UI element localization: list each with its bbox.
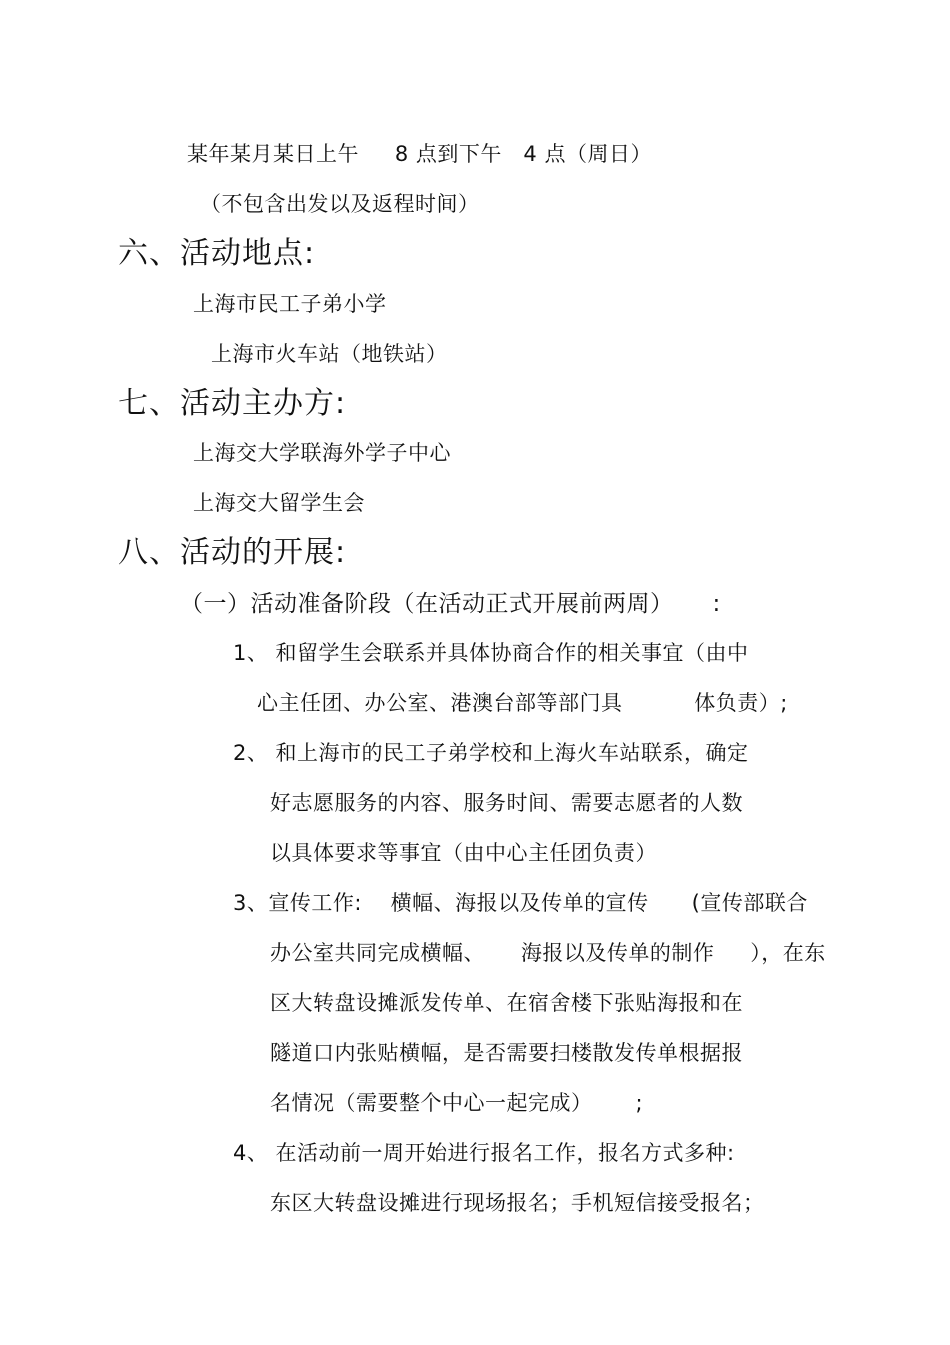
section-6-heading: 六、活动地点: [118,236,316,271]
item-2-line-3: 以具体要求等事宜（由中心主任团负责） [270,841,657,865]
section-7-heading: 七、活动主办方: [118,386,347,421]
time-line-2: （不包含出发以及返程时间） [200,192,480,216]
item-1-line-2: 心主任团、办公室、港澳台部等部门具 体负责）; [257,691,788,715]
item-2-line-1: 2、 和上海市的民工子弟学校和上海火车站联系，确定 [233,741,749,765]
location-item-2: 上海市火车站（地铁站） [211,342,448,366]
item-3-line-2: 办公室共同完成横幅、 海报以及传单的制作 ），在东 [270,941,826,965]
item-2-line-2: 好志愿服务的内容、服务时间、需要志愿者的人数 [270,791,743,815]
location-item-1: 上海市民工子弟小学 [193,292,387,316]
section-8-heading: 八、活动的开展: [118,535,347,570]
item-3-line-5: 名情况（需要整个中心一起完成） ; [270,1091,644,1115]
item-4-line-1: 4、 在活动前一周开始进行报名工作，报名方式多种: [233,1141,735,1165]
item-1-line-1: 1、 和留学生会联系并具体协商合作的相关事宜（由中 [233,641,749,665]
organizer-item-2: 上海交大留学生会 [193,491,365,515]
stage-1-heading: （一）活动准备阶段（在活动正式开展前两周） : [180,591,721,617]
item-3-line-1: 3、宣传工作: 横幅、海报以及传单的宣传 (宣传部联合 [233,891,808,915]
item-3-line-4: 隧道口内张贴横幅，是否需要扫楼散发传单根据报 [270,1041,743,1065]
time-line-1: 某年某月某日上午 8 点到下午 4 点（周日） [187,142,652,166]
item-4-line-2: 东区大转盘设摊进行现场报名；手机短信接受报名； [270,1191,765,1215]
item-3-line-3: 区大转盘设摊派发传单、在宿舍楼下张贴海报和在 [270,991,743,1015]
organizer-item-1: 上海交大学联海外学子中心 [193,441,451,465]
